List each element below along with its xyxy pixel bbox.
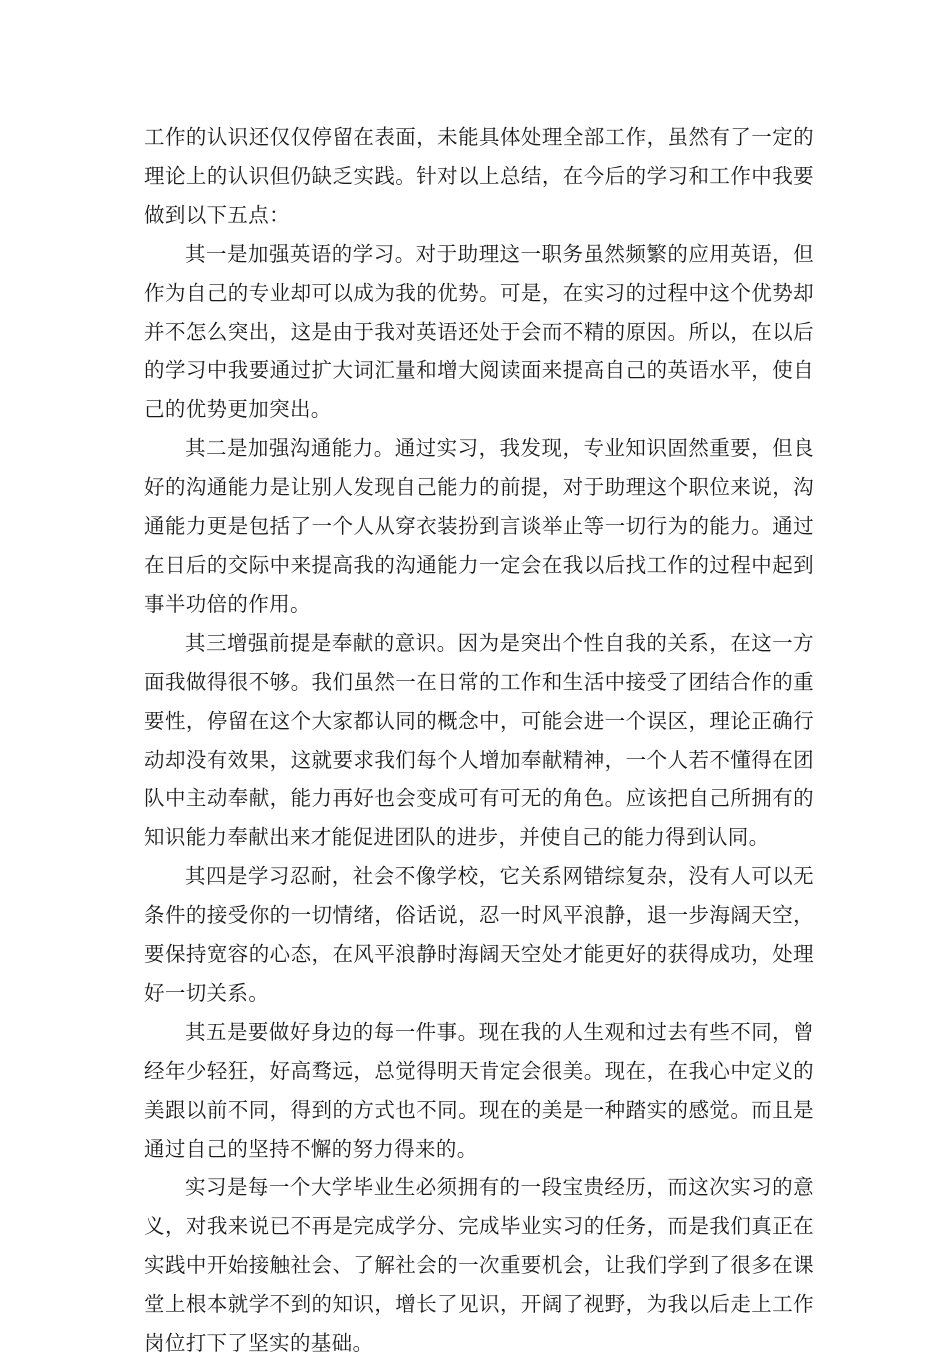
paragraph-point-five-everyday: 其五是要做好身边的每一件事。现在我的人生观和过去有些不同，曾经年少轻狂，好高骛远，总觉得明天肯定会很美。现在，在我心中定义的美跟以前不同，得到的方式也不同。现在的美是一种踏实的感觉。而且是通过自己的坚持不懈的努力得来的。 — [144, 1019, 814, 1161]
paragraph-point-one-english: 其一是加强英语的学习。对于助理这一职务虽然频繁的应用英语，但作为自己的专业却可以成为我的优势。可是，在实习的过程中这个优势却并不怎么突出，这是由于我对英语还处于会而不精的原因。所以，在以后的学习中我要通过扩大词汇量和增大阅读面来提高自己的英语水平，使自己的优势更加突出。 — [144, 241, 814, 422]
paragraph-intro-continuation: 工作的认识还仅仅停留在表面，未能具体处理全部工作，虽然有了一定的理论上的认识但仍缺乏实践。针对以上总结，在今后的学习和工作中我要做到以下五点： — [144, 125, 814, 227]
paragraph-point-two-communication: 其二是加强沟通能力。通过实习，我发现，专业知识固然重要，但良好的沟通能力是让别人发现自己能力的前提，对于助理这个职位来说，沟通能力更是包括了一个人从穿衣装扮到言谈举止等一切行为的能力。通过在日后的交际中来提高我的沟通能力一定会在我以后找工作的过程中起到事半功倍的作用。 — [144, 436, 814, 616]
paragraph-conclusion: 实习是每一个大学毕业生必须拥有的一段宝贵经历，而这次实习的意义，对我来说已不再是完成学分、完成毕业实习的任务，而是我们真正在实践中开始接触社会、了解社会的一次重要机会，让我们学到了很多在课堂上根本就学不到的知识，增长了见识，开阔了视野，为我以后走上工作岗位打下了坚实的基础。 — [144, 1175, 814, 1356]
paragraph-point-three-dedication: 其三增强前提是奉献的意识。因为是突出个性自我的关系，在这一方面我做得很不够。我们虽然一在日常的工作和生活中接受了团结合作的重要性，停留在这个大家都认同的概念中，可能会进一个误区，理论正确行动却没有效果，这就要求我们每个人增加奉献精神，一个人若不懂得在团队中主动奉献，能力再好也会变成可有可无的角色。应该把自己所拥有的知识能力奉献出来才能促进团队的进步，并使自己的能力得到认同。 — [144, 630, 814, 850]
paragraph-point-four-patience: 其四是学习忍耐，社会不像学校，它关系网错综复杂，没有人可以无条件的接受你的一切情绪，俗话说，忍一时风平浪静，退一步海阔天空，要保持宽容的心态，在风平浪静时海阔天空处才能更好的获得成功，处理好一切关系。 — [144, 864, 814, 1005]
document-body — [144, 118, 814, 1363]
